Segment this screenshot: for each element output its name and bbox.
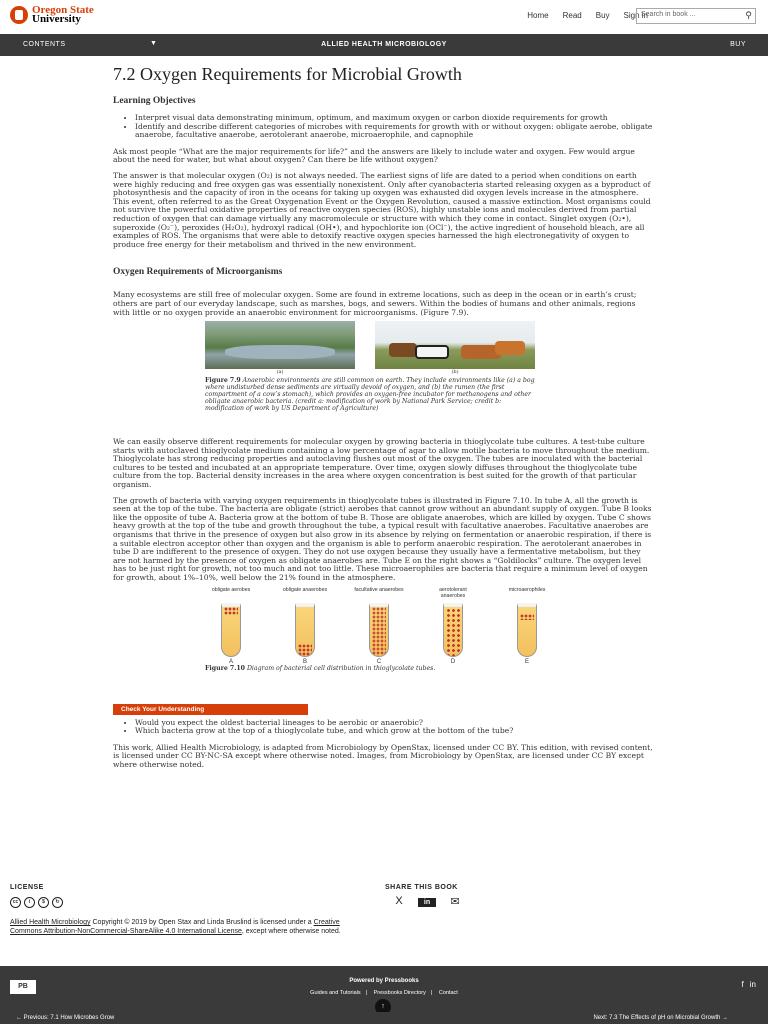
tube-b: obligate anaerobes B — [282, 586, 328, 665]
chevron-down-icon[interactable]: ▼ — [150, 40, 158, 47]
fig-label-a: (a) — [276, 369, 284, 376]
share-heading: SHARE THIS BOOK — [385, 884, 458, 891]
facebook-icon[interactable]: f — [741, 980, 744, 989]
directory-link[interactable]: Pressbooks Directory — [373, 990, 426, 996]
footer — [0, 876, 768, 966]
nav-read[interactable]: Read — [562, 11, 582, 20]
contents-menu[interactable]: CONTENTS — [23, 41, 66, 48]
next-chapter-link[interactable]: Next: 7.3 The Effects of pH on Microbial Growth → — [593, 1015, 728, 1021]
guides-link[interactable]: Guides and Tutorials — [310, 990, 361, 996]
chapter-content — [113, 66, 653, 777]
section-heading: Oxygen Requirements of Microorganisms — [113, 267, 283, 278]
list-item: • Interpret visual data demonstrating minimum, optimum, and maximum oxygen or carbon dioxide requirements for growth — [135, 114, 653, 123]
pressbooks-logo[interactable]: PB — [10, 980, 36, 994]
bog-photo — [205, 321, 355, 369]
share-icons — [390, 895, 464, 908]
objectives-list — [135, 114, 653, 140]
paragraph: The answer is that molecular oxygen (O₂) is not always needed. The earliest signs of life are dated to a period when conditions on earth were highly reducing and free oxygen gas was essentially nonexistent. Only after cyanobacteria started releasing oxygen as a byproduct of photosynthesis and the capacity of iron in the oceans for taking up oxygen was exhausted did oxygen levels increase in the atmosphere. This event, often referred to as the Great Oxygenation Event or the Oxygen Revolution, caused a massive extinction. Most organisms could not survive the powerful oxidative properties of reactive oxygen species (ROS), highly unstable ions and molecules derived from partial reduction of oxygen that can damage virtually any macromolecule or structure with which they come in contact. Singlet oxygen (O₂•), superoxide (O₂⁻), peroxides (H₂O₂), hydroxyl radical (OH•), and hypochlorite ion (OCl⁻), the active ingredient of household bleach, are all examples of ROS. The organisms that were able to detoxify reactive oxygen species harnessed the high electronegativity of oxygen to produce free energy for their metabolism and thrived in the new environment. — [113, 170, 651, 249]
figure-7-9 — [205, 321, 653, 375]
nav-home[interactable]: Home — [527, 11, 549, 20]
sa-icon: ↻ — [52, 897, 63, 908]
linkedin-icon[interactable]: in — [749, 980, 756, 989]
back-to-top-icon[interactable]: ↑ — [375, 999, 391, 1015]
fig-label-b: (b) — [451, 369, 459, 376]
nav-buy[interactable]: Buy — [595, 11, 610, 20]
list-item: • Which bacteria grow at the top of a thioglycolate tube, and which grow at the bottom of the tube? — [135, 727, 653, 736]
email-icon[interactable]: ✉ — [450, 896, 460, 908]
paragraph: Many ecosystems are still free of molecular oxygen. Some are found in extreme locations, such as deep in the ocean or in earth’s crust; others are part of our everyday landscape, such as marshes, bogs, and sewers. Within the bodies of humans and other animals, regions with little or no oxygen provide an anaerobic environment for microorganisms. (Figure 7.9). — [113, 290, 637, 317]
check-understanding-label: Check Your Understanding — [113, 704, 308, 715]
university-logo[interactable] — [10, 6, 94, 24]
check-list — [135, 719, 653, 736]
logo-line2: University — [32, 13, 81, 25]
attribution: This work, Allied Health Microbiology, is adapted from Microbiology by OpenStax, licensed under CC BY. This edition, with revised content, is licensed under CC BY-NC-SA except where otherwise noted. Images, from Microbiology by OpenStax, are licensed under CC BY except where otherwise noted. — [113, 742, 653, 769]
linkedin-icon[interactable]: in — [418, 895, 436, 908]
list-item: • Would you expect the oldest bacterial lineages to be aerobic or anaerobic? — [135, 719, 653, 728]
figure-caption: Figure 7.9 Anaerobic environments are still common on earth. They include environments like (a) a bog where undisturbed dense sediments are virtually devoid of oxygen, and (b) the rumen (the first compartment of a cow’s stomach), which provides an oxygen-free incubator for methanogens and other obligate anaerobic bacteria. (credit a: modification of work by National Park Service; credit b: modification of work by US Department of Agriculture) — [205, 377, 535, 413]
figure-caption: Figure 7.10 Diagram of bacterial cell distribution in thioglycolate tubes. — [205, 664, 436, 672]
logo-line1: Oregon State — [32, 4, 94, 16]
search-icon[interactable]: ⚲ — [745, 11, 752, 21]
book-link[interactable]: Allied Health Microbiology — [10, 919, 91, 926]
figure-7-10 — [205, 587, 653, 665]
nav-sign-in[interactable]: Sign in — [623, 11, 648, 20]
footer-links: Guides and Tutorials | Pressbooks Directory | Contact — [310, 990, 458, 996]
powered-by[interactable]: Powered by Pressbooks — [349, 978, 419, 984]
contact-link[interactable]: Contact — [438, 990, 458, 996]
license-heading: LICENSE — [10, 884, 44, 891]
paragraph: The growth of bacteria with varying oxygen requirements in thioglycolate tubes is illustrated in Figure 7.10. In tube A, all the growth is seen at the top of the tube. The bacteria are obligate (strict) aerobes that cannot grow without an abundant supply of oxygen. Tube B looks like the opposite of tube A. Bacteria grow at the bottom of tube B. Those are obligate anaerobes, which are killed by oxygen. Tube C shows heavy growth at the top of the tube and growth throughout the tube, a typical result with facultative anaerobes. Facultative anaerobes are organisms that thrive in the presence of oxygen but also grow in its absence by relying on fermentation or anaerobic respiration, if there is a suitable electron acceptor other than oxygen and the organism is able to perform anaerobic respiration. The aerotolerant anaerobes in tube D are indifferent to the presence of oxygen. They do not use oxygen because they usually have a fermentative metabolism, but they are not harmed by the presence of oxygen as obligate anaerobes are. Tube E on the right shows a “Goldilocks” culture. The oxygen level has to be just right for growth, not too much and not too little. These microaerophiles are bacteria that require a minimum level of oxygen for growth, about 1%–10%, well below the 21% found in the atmosphere. — [113, 495, 652, 582]
logo-icon — [10, 6, 28, 24]
previous-chapter-link[interactable]: ← Previous: 7.1 How Microbes Grow — [16, 1015, 115, 1021]
cows-photo — [375, 321, 535, 369]
top-header — [0, 0, 768, 34]
paragraph: Ask most people “What are the major requirements for life?” and the answers are likely to include water and oxygen. Few would argue about the need for water, but what about oxygen? Can there be life without oxygen? — [113, 146, 635, 165]
by-icon: i — [24, 897, 35, 908]
search-input[interactable]: Search in book ... — [636, 8, 756, 24]
tube-d: aerotolerant anaerobes D — [439, 586, 467, 665]
book-navbar — [0, 34, 768, 56]
buy-link[interactable]: BUY — [730, 41, 746, 48]
tube-c: facultative anaerobes C — [354, 586, 404, 665]
book-title[interactable]: ALLIED HEALTH MICROBIOLOGY — [321, 41, 447, 48]
tube-e: microaerophiles E — [508, 586, 546, 665]
cc-icon: cc — [10, 897, 21, 908]
license-link[interactable]: Creative Commons Attribution-NonCommercial-ShareAlike 4.0 International License — [10, 919, 340, 935]
page-title: 7.2 Oxygen Requirements for Microbial Growth — [113, 64, 462, 84]
learning-objectives-heading: Learning Objectives — [113, 96, 196, 106]
list-item: • Identify and describe different categories of microbes with requirements for growth with or without oxygen: obligate aerobe, obligate anaerobe, facultative anaerobe, aerotolerant anaerobe, microaerophile, and capnophile — [135, 123, 653, 140]
license-text: Allied Health Microbiology Copyright © 2019 by Open Stax and Linda Bruslind is licensed under a Creative Commons Attribution-NonCommercial-ShareAlike 4.0 International License, except where otherwise noted. — [10, 919, 341, 935]
top-nav — [527, 11, 648, 20]
x-icon[interactable]: X — [395, 895, 403, 907]
pressbooks-footer — [0, 966, 768, 1012]
nc-icon: $ — [38, 897, 49, 908]
chapter-nav — [0, 1012, 768, 1024]
cc-license-badges[interactable] — [10, 897, 63, 908]
paragraph: We can easily observe different requirements for molecular oxygen by growing bacteria in thioglycolate tube cultures. A test-tube culture starts with autoclaved thioglycolate medium containing a low percentage of agar to allow motile bacteria to move throughout the medium. Thioglycolate has strong reducing properties and autoclaving flushes out most of the oxygen. The tubes are inoculated with the bacterial cultures to be tested and incubated at an appropriate temperature. Over time, oxygen slowly diffuses throughout the thioglycolate tube culture from the top. Bacterial density increases in the area where oxygen concentration is best suited for the growth of that particular organism. — [113, 437, 650, 490]
footer-social — [742, 980, 756, 989]
tube-a: obligate aerobes A — [211, 586, 251, 665]
